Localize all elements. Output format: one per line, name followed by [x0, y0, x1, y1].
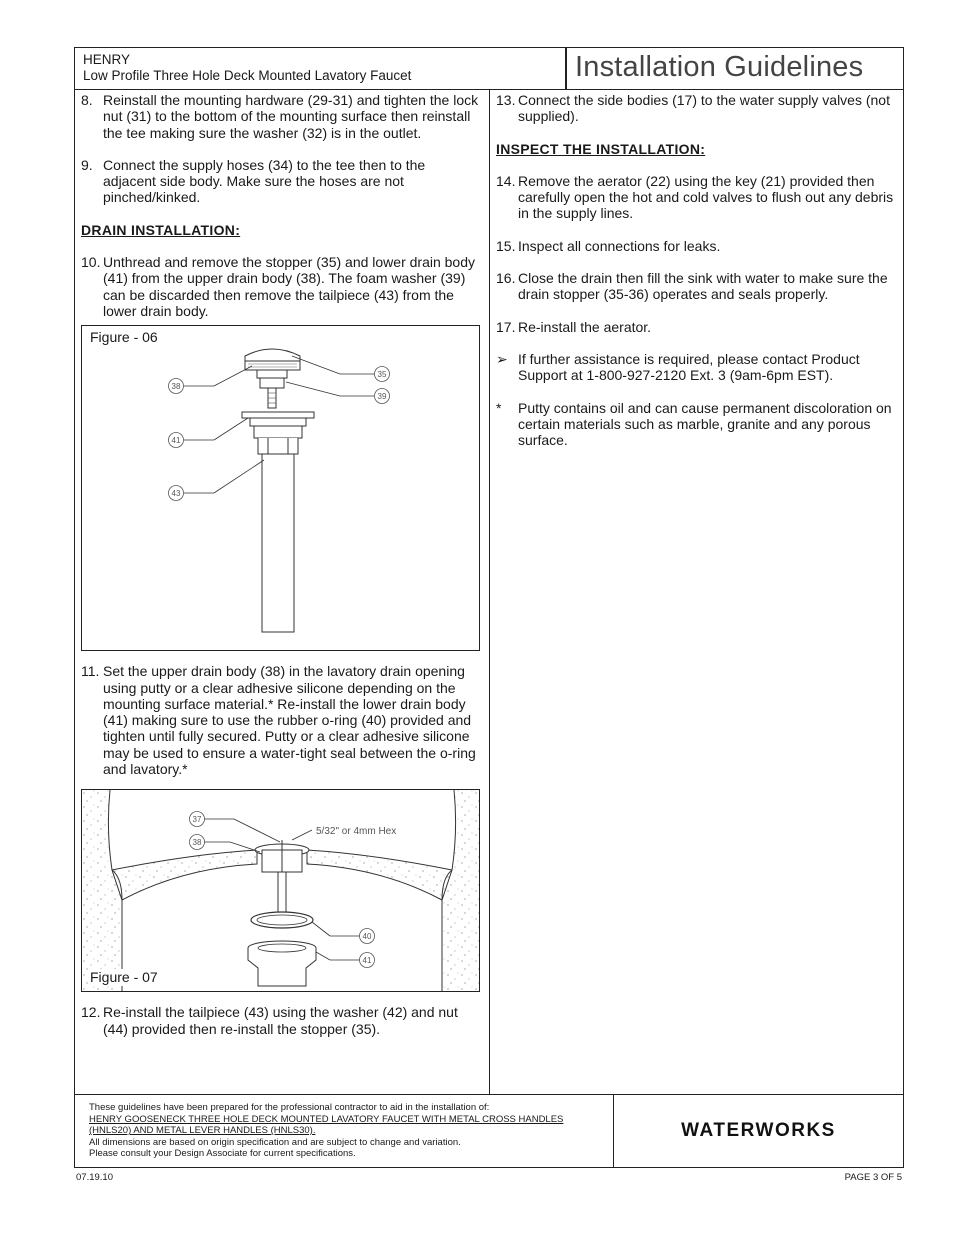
callout-43 — [169, 486, 184, 501]
callout-38 — [169, 379, 184, 394]
document-title: Installation Guidelines — [565, 48, 903, 90]
putty-note: * Putty contains oil and can cause permanent discoloration on certain materials such as marble, granite and any porous surface. — [496, 399, 892, 449]
document-frame — [74, 47, 904, 1168]
footer-disclaimer: These guidelines have been prepared for the professional contractor to aid in the installation of: HENRY GOOSENECK THREE HOLE DECK MOUNTED LAVATORY FAUCET WITH METAL CROSS HANDLES (HNLS20) AND METAL LEVER HANDLES (HNLS30). All dimensions are based on origin specification and are subject to change and variation. Please consult your Design Associate for current specifications. — [75, 1094, 613, 1167]
callout-41-fig07 — [360, 953, 375, 968]
svg-text:40: 40 — [362, 932, 372, 942]
callout-40 — [360, 929, 375, 944]
step-9: 9. Connect the supply hoses (34) to the tee then to the adjacent side body. Make sure the hoses are not pinched/kinked. — [81, 156, 426, 206]
figure-06-label: Figure - 06 — [90, 329, 158, 346]
callout-39 — [375, 389, 390, 404]
right-column — [496, 92, 896, 448]
callout-37 — [190, 812, 205, 827]
figure-07-label: Figure - 07 — [90, 969, 162, 985]
callout-35 — [375, 367, 390, 382]
product-name: HENRY — [83, 52, 131, 67]
brand-logo-box — [613, 1094, 903, 1167]
drain-assembly-illustration — [82, 326, 479, 650]
step-11: 11. Set the upper drain body (38) in the lavatory drain opening using putty or a clear adhesive silicone depending on the mounting surface material.* Re-install the lower drain body (41) making sure to use the rubber o-ring (40) provided and tighten until fully secured. Putty or a clear adhesive silicone may be used to ensure a water-tight seal between the o-ring and lavatory.* — [81, 663, 476, 778]
step-14: 14. Remove the aerator (22) using the key (21) provided then carefully open the hot and cold valves to flush out any debris in the supply lines. — [496, 172, 894, 222]
page-number: PAGE 3 OF 5 — [844, 1172, 902, 1183]
product-description: Low Profile Three Hole Deck Mounted Lavatory Faucet — [83, 68, 412, 83]
svg-text:38: 38 — [192, 838, 202, 848]
svg-text:39: 39 — [377, 392, 387, 402]
arrow-icon: ➢ — [496, 350, 508, 367]
drain-installation-heading: DRAIN INSTALLATION: — [81, 221, 241, 238]
step-16: 16. Close the drain then fill the sink with water to make sure the drain stopper (35-36) operates and seals properly. — [496, 270, 888, 303]
callout-41 — [169, 433, 184, 448]
figure-06 — [81, 325, 480, 651]
hex-key-note: 5/32" or 4mm Hex — [316, 826, 397, 838]
column-divider — [489, 90, 490, 1094]
callout-38-fig07 — [190, 835, 205, 850]
step-8: 8. Reinstall the mounting hardware (29-31) and tighten the lock nut (31) to the bottom of the mounting surface then reinstall the tee making sure the washer (32) is in the outlet. — [81, 92, 479, 141]
step-13: 13. Connect the side bodies (17) to the water supply valves (not supplied). — [496, 92, 890, 125]
lavatory-drain-illustration — [82, 790, 479, 991]
svg-text:35: 35 — [377, 370, 387, 380]
step-17: 17. Re-install the aerator. — [496, 318, 652, 335]
step-15: 15. Inspect all connections for leaks. — [496, 237, 721, 254]
support-note: ➢ If further assistance is required, please contact Product Support at 1-800-927-2120 Ext. 3 (9am-6pm EST). — [496, 350, 860, 384]
figure-07 — [81, 789, 480, 992]
left-column — [81, 92, 481, 1037]
waterworks-logo: WATERWORKS — [681, 1120, 836, 1141]
inspect-installation-heading: INSPECT THE INSTALLATION: — [496, 140, 706, 157]
svg-text:41: 41 — [171, 436, 181, 446]
svg-text:38: 38 — [171, 382, 181, 392]
svg-text:37: 37 — [192, 815, 202, 825]
document-date: 07.19.10 — [76, 1172, 113, 1183]
svg-text:41: 41 — [362, 956, 372, 966]
step-10: 10. Unthread and remove the stopper (35) and lower drain body (41) from the upper drain body (38). The foam washer (39) can be discarded then remove the tailpiece (43) from the lower drain body. — [81, 254, 475, 319]
step-12: 12. Re-install the tailpiece (43) using the washer (42) and nut (44) provided then re-install the stopper (35). — [81, 1004, 458, 1037]
header-product — [75, 48, 565, 90]
svg-text:43: 43 — [171, 489, 181, 499]
